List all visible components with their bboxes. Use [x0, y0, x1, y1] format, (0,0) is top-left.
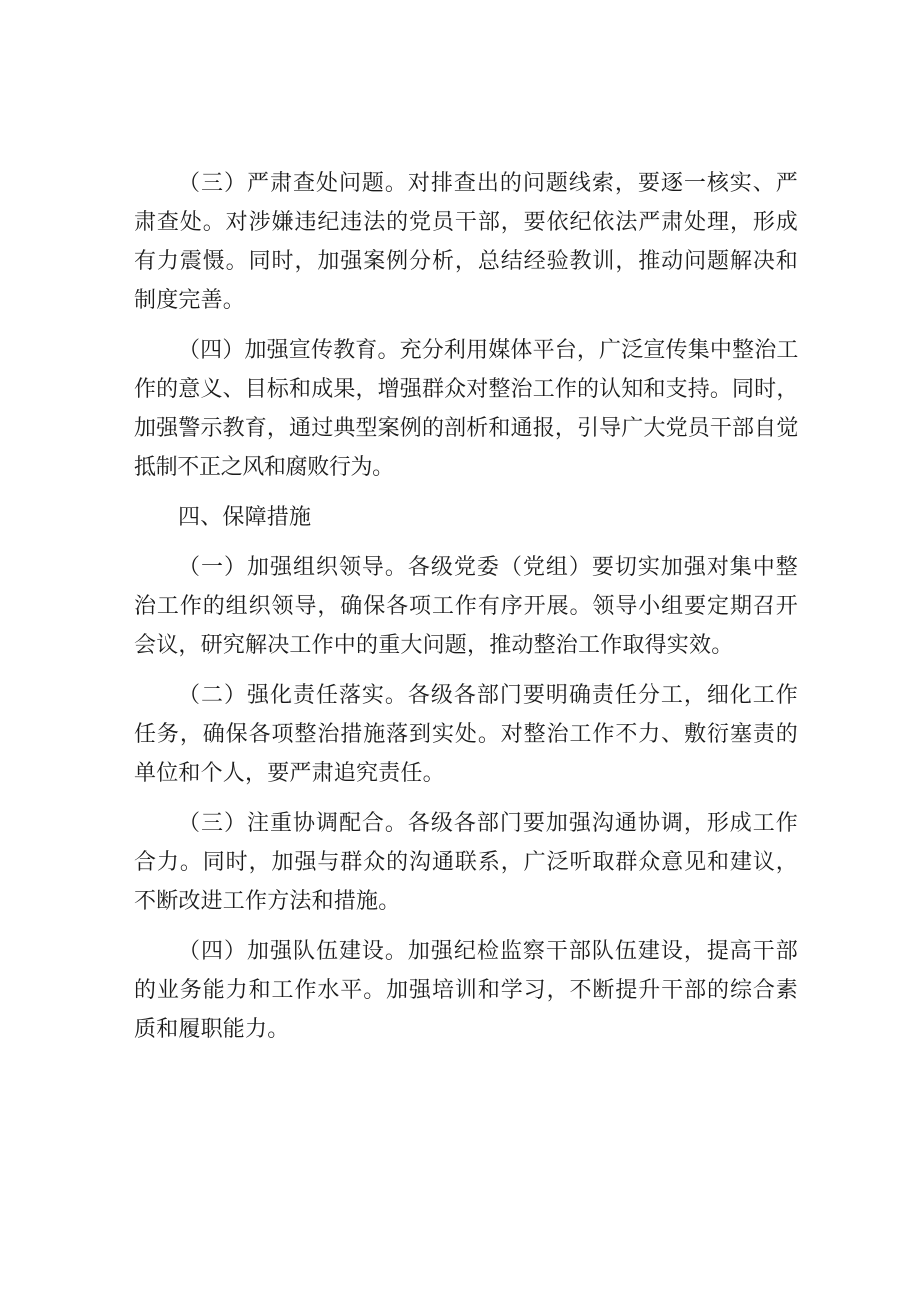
measure-coordination: （三）注重协调配合。各级各部门要加强沟通协调，形成工作合力。同时，加强与群众的沟通联系，广泛听取群众意见和建议，不断改进工作方法和措施。 — [134, 811, 798, 914]
measure-responsibility: （二）强化责任落实。各级各部门要明确责任分工，细化工作任务，确保各项整治措施落到实处。对整治工作不力、敷衍塞责的单位和个人，要严肃追究责任。 — [134, 683, 798, 786]
paragraph-investigate-problems: （三）严肃查处问题。对排查出的问题线索，要逐一核实、严肃查处。对涉嫌违纪违法的党员干部，要依纪依法严肃处理，形成有力震慑。同时，加强案例分析，总结经验教训，推动问题解决和制度完善。 — [134, 171, 798, 313]
section-heading: 四、保障措施 — [178, 505, 312, 530]
paragraph-publicity-education: （四）加强宣传教育。充分利用媒体平台，广泛宣传集中整治工作的意义、目标和成果，增强群众对整治工作的认知和支持。同时，加强警示教育，通过典型案例的剖析和通报，引导广大党员干部自觉抵制不正之风和腐败行为。 — [134, 338, 798, 480]
document-body — [134, 164, 798, 1060]
measure-organizational-leadership: （一）加强组织领导。各级党委（党组）要切实加强对集中整治工作的组织领导，确保各项工作有序开展。领导小组要定期召开会议，研究解决工作中的重大问题，推动整治工作取得实效。 — [134, 555, 798, 658]
measure-team-building: （四）加强队伍建设。加强纪检监察干部队伍建设，提高干部的业务能力和工作水平。加强培训和学习，不断提升干部的综合素质和履职能力。 — [134, 939, 798, 1042]
